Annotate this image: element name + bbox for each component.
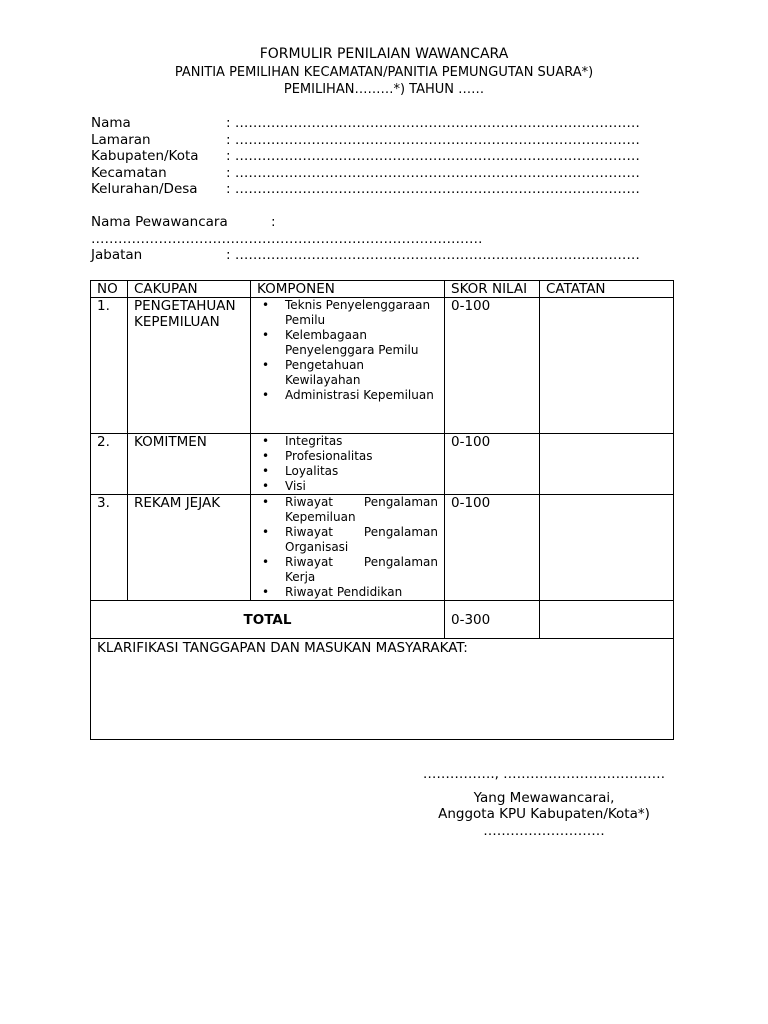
form-subtitle: PANITIA PEMILIHAN KECAMATAN/PANITIA PEMUNGUTAN SUARA*) [174, 65, 594, 80]
field-label: Nama Pewawancara [91, 214, 228, 230]
field-label: Jabatan [91, 247, 143, 263]
field-nama [91, 115, 640, 132]
field-kecamatan [91, 165, 640, 182]
list-item: • Kelembagaan Penyelenggara Pemilu [257, 328, 438, 358]
signature-role: Yang Mewawancarai, [473, 790, 615, 806]
row-no: 1. [91, 298, 128, 434]
list-item: • Loyalitas [257, 464, 438, 479]
list-item: • Administrasi Kepemiluan [257, 388, 438, 403]
field-value[interactable]: : ……………………………………………………………………………… [226, 115, 640, 131]
row-skor: 0-100 [445, 495, 540, 601]
header-catatan: CATATAN [540, 281, 674, 298]
list-item: • Visi [257, 479, 438, 494]
table-row [91, 434, 674, 495]
score-table [90, 280, 674, 740]
header-cakupan: CAKUPAN [128, 281, 251, 298]
list-item: • Profesionalitas [257, 449, 438, 464]
row-catatan[interactable] [540, 495, 674, 601]
cakupan-line: PENGETAHUAN [134, 298, 236, 314]
form-title: FORMULIR PENILAIAN WAWANCARA [259, 46, 509, 62]
list-item: • Riwayat Pengalaman Organisasi [257, 525, 438, 555]
row-komponen [251, 298, 445, 434]
row-skor: 0-100 [445, 434, 540, 495]
clarification-row [91, 639, 674, 740]
header-no: NO [91, 281, 128, 298]
field-value[interactable]: : ……………………………………………………………………………… [226, 131, 640, 148]
clarification-box[interactable] [91, 639, 674, 740]
row-no: 3. [91, 495, 128, 601]
header-skor: SKOR NILAI [445, 281, 540, 298]
total-label: TOTAL [91, 601, 445, 639]
field-value[interactable]: : ……………………………………………………………………………… [226, 148, 640, 164]
signature-role-org: Anggota KPU Kabupaten/Kota*) [438, 806, 650, 822]
total-row [91, 601, 674, 639]
list-item: • Teknis Penyelenggaraan Pemilu [257, 298, 438, 328]
list-item: • Riwayat Pendidikan [257, 585, 438, 600]
field-nama-pewawancara [91, 214, 276, 231]
field-kabupaten-kota [91, 148, 640, 165]
table-row [91, 495, 674, 601]
field-lamaran [91, 132, 640, 149]
row-komponen [251, 434, 445, 495]
row-catatan[interactable] [540, 298, 674, 434]
field-value[interactable]: : ……………………………………………………………………………… [226, 247, 640, 263]
field-value[interactable]: : ……………………………………………………………………………… [226, 181, 640, 197]
interviewer-name-dots[interactable]: …………………………………………………………………………… [91, 231, 483, 247]
row-komponen [251, 495, 445, 601]
row-cakupan: REKAM JEJAK [128, 495, 251, 601]
clarification-label: KLARIFIKASI TANGGAPAN DAN MASUKAN MASYARAKAT: [97, 640, 468, 656]
list-item: • Riwayat Pengalaman Kepemiluan [257, 495, 438, 525]
field-label: Kabupaten/Kota [91, 148, 199, 164]
table-header-row [91, 281, 674, 298]
field-label: Lamaran [91, 131, 151, 148]
field-kelurahan-desa [91, 181, 640, 198]
election-line: PEMILIHAN………*) TAHUN …… [283, 82, 485, 97]
total-skor: 0-300 [445, 601, 540, 639]
table-row [91, 298, 674, 434]
signature-place-date[interactable]: ……………., ……………………………… [422, 766, 666, 782]
list-item: • Riwayat Pengalaman Kerja [257, 555, 438, 585]
total-catatan[interactable] [540, 601, 674, 639]
field-value[interactable]: : ……………………………………………………………………………… [226, 164, 640, 181]
row-catatan[interactable] [540, 434, 674, 495]
field-jabatan [91, 247, 640, 264]
list-item: • Integritas [257, 434, 438, 449]
signature-name[interactable]: ……………………… [483, 823, 605, 839]
field-colon: : [271, 214, 276, 230]
header-komponen: KOMPONEN [251, 281, 445, 298]
row-skor: 0-100 [445, 298, 540, 434]
row-no: 2. [91, 434, 128, 495]
field-label: Kelurahan/Desa [91, 181, 198, 197]
row-cakupan [128, 298, 251, 434]
field-label: Nama [91, 115, 131, 131]
row-cakupan: KOMITMEN [128, 434, 251, 495]
list-item: • Pengetahuan Kewilayahan [257, 358, 438, 388]
cakupan-line: KEPEMILUAN [134, 314, 220, 330]
field-label: Kecamatan [91, 164, 167, 181]
